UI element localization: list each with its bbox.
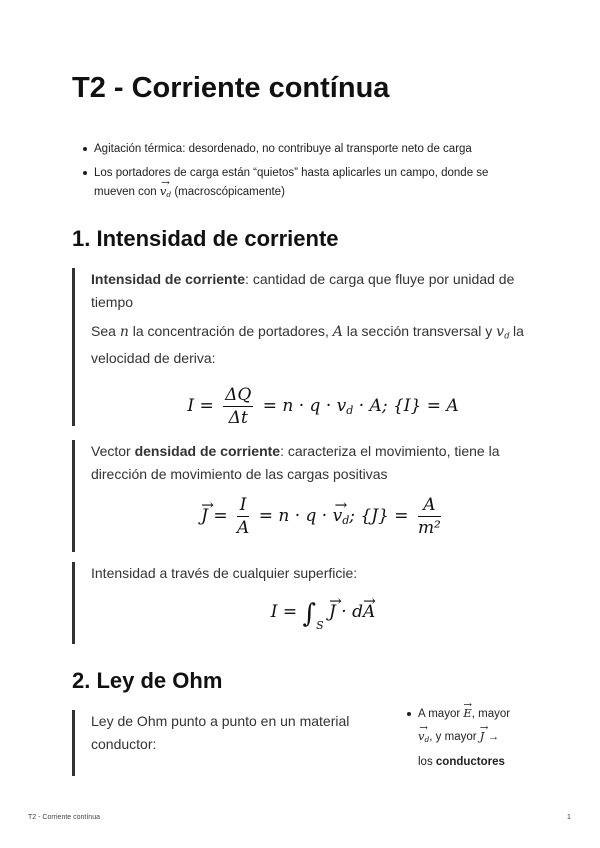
text: la sección transversal y <box>342 323 497 339</box>
text: A mayor <box>418 708 464 720</box>
fraction-denominator: A <box>237 518 250 538</box>
integral-sign: ∫ <box>302 599 317 629</box>
text: los <box>418 755 436 768</box>
section-heading-intensidad: 1. Intensidad de corriente <box>72 226 339 251</box>
footer-title: T2 - Corriente contínua <box>28 814 100 821</box>
definition-text: Ley de Ohm punto a punto en un material conductor: <box>91 713 350 752</box>
list-item <box>404 702 544 773</box>
bold-term: conductores <box>435 755 505 768</box>
text: , y mayor <box>429 731 480 743</box>
vector-symbol: v <box>418 729 425 743</box>
formula-part: = n · q · <box>258 506 333 526</box>
fraction <box>418 494 441 539</box>
formula-part: = <box>207 506 234 526</box>
current-density-vector: → J <box>329 601 336 624</box>
math-subscript: d <box>504 330 510 341</box>
definition-block-superficie <box>72 562 555 644</box>
text: Vector <box>91 443 135 459</box>
definition-term: Intensidad de corriente <box>91 271 246 287</box>
math-symbol: v <box>496 324 505 340</box>
electric-field-vector: → E <box>463 702 471 724</box>
formula-subscript: d <box>346 404 354 418</box>
current-density-formula <box>91 494 555 539</box>
fraction-numerator: A <box>418 494 441 517</box>
formula-part: I = <box>187 396 214 417</box>
definition-paragraph <box>91 268 555 314</box>
vector-symbol: v <box>332 506 343 526</box>
page-number: 1 <box>567 814 571 821</box>
formula-part: I = <box>270 602 303 622</box>
fraction <box>223 384 253 429</box>
velocity-vector <box>333 505 350 532</box>
vector-symbol: v <box>159 184 167 198</box>
definition-paragraph <box>91 440 555 486</box>
side-note-list <box>404 702 544 773</box>
text: la velocidad de deriva: <box>91 323 524 367</box>
current-density-vector: → J <box>480 725 485 747</box>
definition-text: Intensidad a través de cualquier superficie: <box>91 565 358 581</box>
list-item <box>80 140 520 158</box>
vector-subscript: d <box>424 734 430 744</box>
current-density-vector: → J <box>201 505 208 528</box>
definition-block-densidad <box>72 440 555 552</box>
math-symbol: A <box>332 324 343 340</box>
text: la concentración de portadores, <box>128 323 333 339</box>
vector-subscript: d <box>166 189 172 199</box>
definition-block-intensidad <box>72 268 555 429</box>
arrow-glyph: → <box>484 731 500 743</box>
formula-part: ; {J} = <box>349 506 414 526</box>
math-symbol: n <box>119 324 129 340</box>
formula-part: · A; {I} = A <box>353 396 459 417</box>
definition-text: : cantidad de carga que fluye por unidad de tiempo <box>91 271 515 310</box>
surface-integral-formula <box>91 601 555 637</box>
integral-subscript: S <box>316 619 324 632</box>
vector-subscript: d <box>342 513 350 527</box>
fraction-denominator: m² <box>417 518 441 538</box>
definition-block-ohm <box>72 710 381 776</box>
text: , mayor <box>471 708 511 720</box>
definition-text: : caracteriza el movimiento, tiene la dirección de movimiento de las cargas positivas <box>91 443 500 482</box>
current-formula <box>91 384 555 429</box>
fraction <box>237 494 249 539</box>
fraction-numerator: ΔQ <box>225 385 252 406</box>
velocity-vector <box>160 182 171 204</box>
area-vector: → A <box>363 601 375 624</box>
formula-part: = n · q · v <box>262 396 347 417</box>
fraction-numerator: I <box>237 494 249 517</box>
list-item-text: (macroscópicamente) <box>171 186 285 198</box>
page-title: T2 - Corriente contínua <box>72 72 390 104</box>
formula-part: · d <box>335 602 363 622</box>
text: Sea <box>91 323 120 339</box>
list-item <box>80 164 520 204</box>
list-item-text: Agitación térmica: desordenado, no contribuye al transporte neto de carga <box>94 143 472 155</box>
intro-list <box>80 140 520 210</box>
velocity-vector <box>418 725 429 751</box>
notation-paragraph <box>91 320 555 370</box>
list-item-text: Los portadores de carga están “quietos” hasta aplicarles un campo, donde se mueven con <box>94 167 489 198</box>
section-heading-ohm: 2. Ley de Ohm <box>72 668 223 693</box>
fraction-denominator: Δt <box>228 408 248 429</box>
definition-term: densidad de corriente <box>134 443 281 459</box>
